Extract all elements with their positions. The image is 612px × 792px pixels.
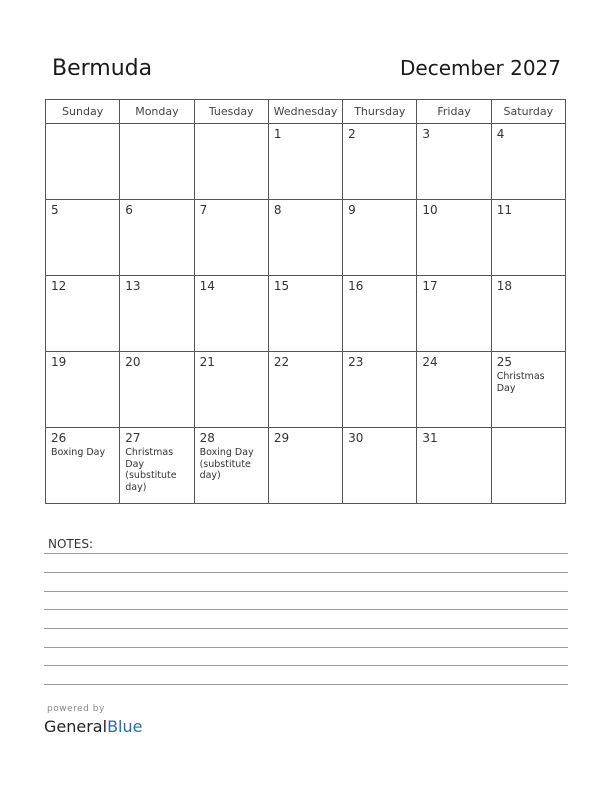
day-number: 25 bbox=[496, 355, 512, 369]
day-cell bbox=[343, 276, 417, 352]
note-line bbox=[44, 553, 568, 554]
day-cell bbox=[417, 124, 491, 200]
day-number: 22 bbox=[273, 355, 290, 369]
day-cell bbox=[417, 428, 491, 504]
day-cell bbox=[417, 276, 491, 352]
day-cell bbox=[120, 276, 194, 352]
day-number: 24 bbox=[422, 355, 438, 369]
brand-logo[interactable] bbox=[44, 717, 142, 736]
note-line bbox=[44, 665, 568, 666]
note-line bbox=[44, 647, 568, 648]
day-cell bbox=[268, 276, 342, 352]
day-cell bbox=[268, 428, 342, 504]
weekday-header: Thursday bbox=[343, 100, 417, 124]
day-cell bbox=[343, 124, 417, 200]
day-cell bbox=[194, 276, 268, 352]
day-cell bbox=[268, 200, 342, 276]
day-cell bbox=[491, 124, 565, 200]
day-number: 28 bbox=[199, 431, 215, 445]
day-cell bbox=[46, 124, 120, 200]
weekday-header-row bbox=[46, 100, 566, 124]
page-title: Bermuda bbox=[52, 56, 153, 81]
day-cell bbox=[343, 200, 417, 276]
day-number: 8 bbox=[273, 203, 282, 217]
day-number: 7 bbox=[199, 203, 208, 217]
day-cell bbox=[120, 124, 194, 200]
day-number: 11 bbox=[496, 203, 512, 217]
holiday-label: Boxing Day (substitute day) bbox=[199, 447, 254, 481]
week-row bbox=[46, 200, 566, 276]
weekday-header: Friday bbox=[417, 100, 491, 124]
day-number: 1 bbox=[273, 127, 282, 141]
weekday-header: Wednesday bbox=[268, 100, 342, 124]
day-number: 30 bbox=[348, 431, 364, 445]
holiday-label: Christmas Day bbox=[496, 371, 545, 394]
day-number: 10 bbox=[422, 203, 438, 217]
note-line bbox=[44, 609, 568, 610]
holiday-label: Christmas Day (substitute day) bbox=[125, 447, 177, 493]
week-row bbox=[46, 352, 566, 428]
weekday-header: Sunday bbox=[46, 100, 120, 124]
day-cell bbox=[46, 352, 120, 428]
holiday-label: Boxing Day bbox=[51, 447, 106, 458]
day-cell bbox=[417, 352, 491, 428]
note-line bbox=[44, 572, 568, 573]
day-number: 14 bbox=[199, 279, 215, 293]
day-number: 26 bbox=[51, 431, 67, 445]
day-cell bbox=[120, 428, 194, 504]
day-cell bbox=[268, 124, 342, 200]
notes-label: NOTES: bbox=[48, 537, 93, 551]
day-number: 29 bbox=[273, 431, 290, 445]
brand-blue: Blue bbox=[107, 717, 143, 736]
week-row bbox=[46, 428, 566, 504]
day-cell bbox=[491, 428, 565, 504]
weekday-header: Tuesday bbox=[194, 100, 268, 124]
weekday-header: Monday bbox=[120, 100, 194, 124]
day-number: 23 bbox=[348, 355, 364, 369]
day-number: 15 bbox=[273, 279, 290, 293]
month-title: December 2027 bbox=[400, 56, 561, 80]
day-number: 9 bbox=[348, 203, 356, 217]
week-row bbox=[46, 276, 566, 352]
week-row bbox=[46, 124, 566, 200]
day-cell bbox=[417, 200, 491, 276]
day-cell bbox=[46, 276, 120, 352]
day-cell bbox=[491, 352, 565, 428]
day-cell bbox=[491, 276, 565, 352]
day-cell bbox=[194, 200, 268, 276]
brand-general: General bbox=[44, 717, 108, 736]
day-cell bbox=[491, 200, 565, 276]
calendar-grid bbox=[45, 99, 566, 504]
note-line bbox=[44, 628, 568, 629]
day-number: 17 bbox=[422, 279, 438, 293]
day-number: 2 bbox=[348, 127, 356, 141]
day-cell bbox=[46, 200, 120, 276]
day-number: 27 bbox=[125, 431, 141, 445]
day-number: 16 bbox=[348, 279, 364, 293]
day-cell bbox=[194, 428, 268, 504]
day-number: 13 bbox=[125, 279, 141, 293]
day-cell bbox=[120, 352, 194, 428]
day-number: 20 bbox=[125, 355, 141, 369]
day-number: 21 bbox=[199, 355, 215, 369]
note-line bbox=[44, 591, 568, 592]
day-cell bbox=[343, 352, 417, 428]
day-number: 31 bbox=[422, 431, 438, 445]
weekday-header: Saturday bbox=[491, 100, 565, 124]
day-cell bbox=[194, 352, 268, 428]
day-number: 4 bbox=[496, 127, 505, 141]
day-number: 18 bbox=[496, 279, 512, 293]
day-cell bbox=[120, 200, 194, 276]
day-number: 5 bbox=[51, 203, 59, 217]
day-cell bbox=[194, 124, 268, 200]
day-cell bbox=[46, 428, 120, 504]
powered-by-text: powered by bbox=[47, 704, 105, 714]
note-line bbox=[44, 684, 568, 685]
day-number: 12 bbox=[51, 279, 67, 293]
day-cell bbox=[268, 352, 342, 428]
day-number: 3 bbox=[422, 127, 431, 141]
day-number: 6 bbox=[125, 203, 133, 217]
day-number: 19 bbox=[51, 355, 67, 369]
day-cell bbox=[343, 428, 417, 504]
